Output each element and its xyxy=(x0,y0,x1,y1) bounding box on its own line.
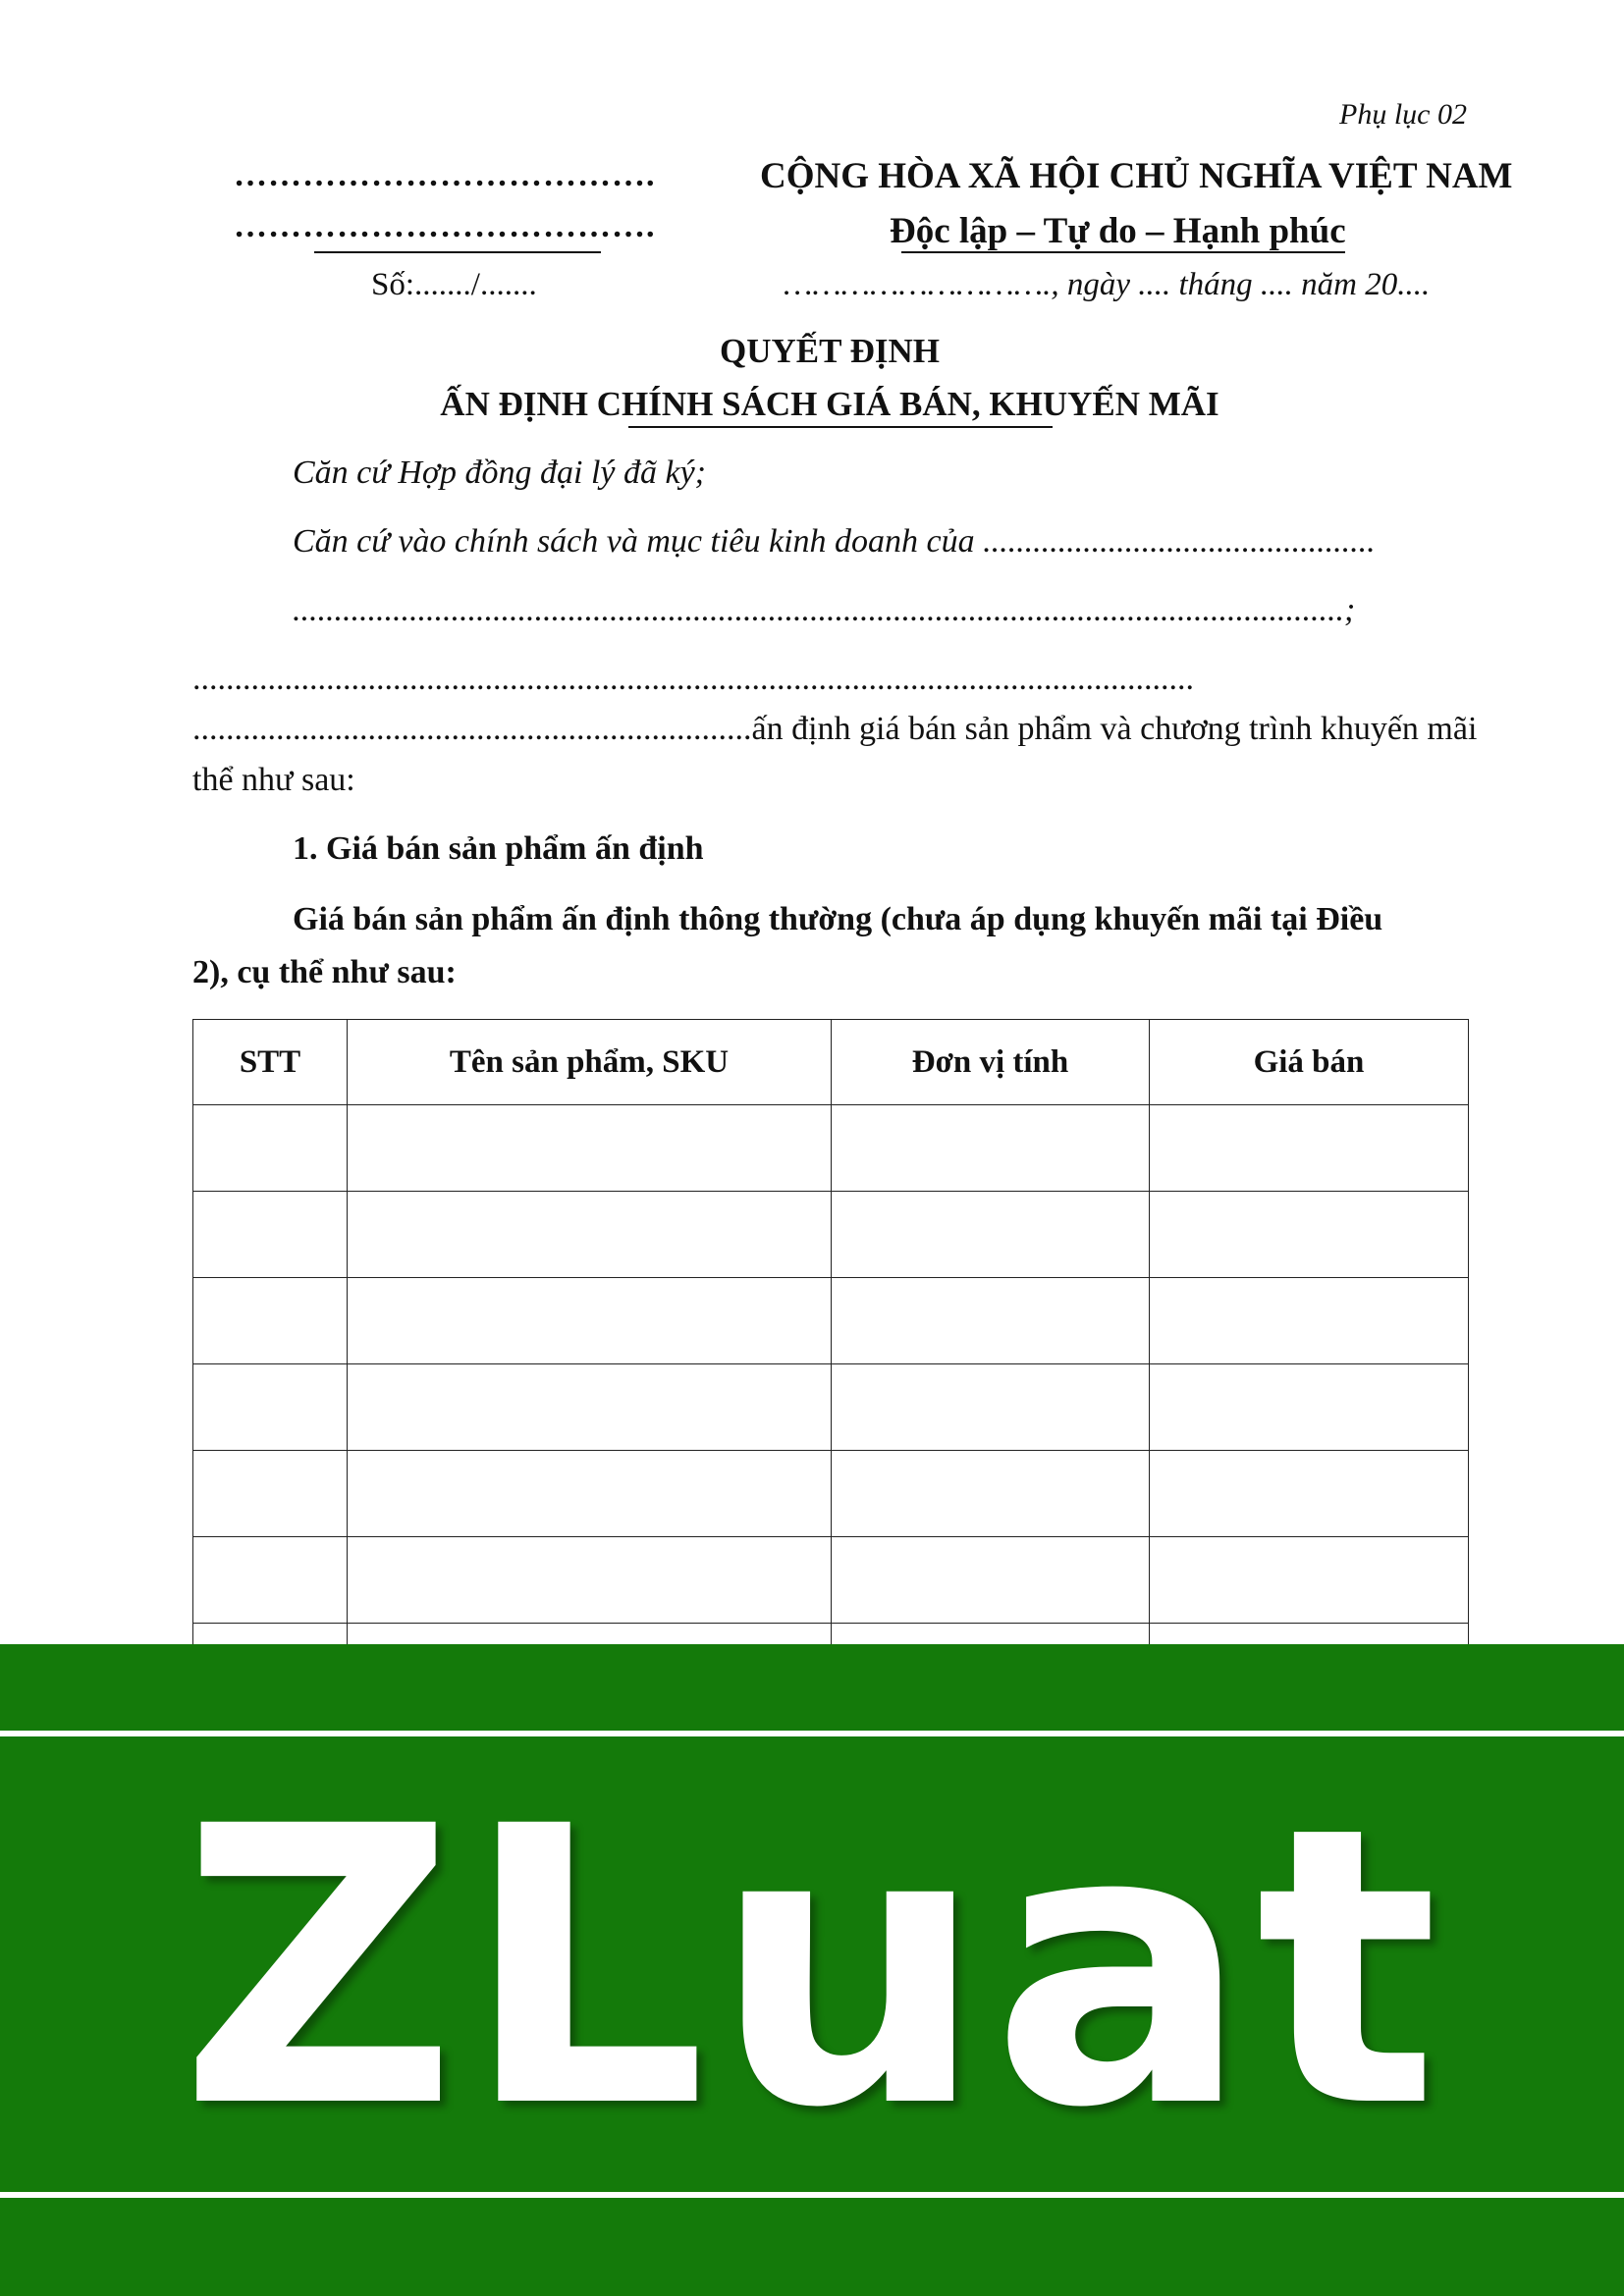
table-cell[interactable] xyxy=(832,1192,1150,1278)
zluat-logo: ZLuat xyxy=(179,1745,1445,2191)
nation-title: CỘNG HÒA XÃ HỘI CHỦ NGHĨA VIỆT NAM xyxy=(760,156,1513,196)
section-1-description: Giá bán sản phẩm ấn định thông thường (chưa áp dụng khuyến mãi tại Điều xyxy=(293,901,1383,937)
decision-dots: ................................................................... xyxy=(192,711,752,747)
table-row xyxy=(193,1105,1469,1192)
price-table xyxy=(192,1019,1469,1710)
title-underline xyxy=(628,426,1053,428)
decision-line xyxy=(192,711,1477,748)
table-cell[interactable] xyxy=(348,1364,832,1451)
column-header-price: Giá bán xyxy=(1150,1020,1469,1105)
table-row xyxy=(193,1537,1469,1624)
table-cell[interactable] xyxy=(1150,1278,1469,1364)
table-row xyxy=(193,1364,1469,1451)
date-line: ………………………., ngày .... tháng .... năm 20.... xyxy=(784,267,1431,302)
decision-continuation: thể như sau: xyxy=(192,762,355,798)
dotted-line: ........................................................................................................................ xyxy=(192,661,1194,697)
table-cell[interactable] xyxy=(832,1451,1150,1537)
table-cell[interactable] xyxy=(348,1537,832,1624)
table-cell[interactable] xyxy=(348,1278,832,1364)
table-cell[interactable] xyxy=(1150,1451,1469,1537)
appendix-label: Phụ lục 02 xyxy=(1339,98,1467,131)
org-underline xyxy=(314,251,601,253)
banner-top-stripe xyxy=(0,1731,1624,1736)
table-cell[interactable] xyxy=(1150,1537,1469,1624)
table-header-row xyxy=(193,1020,1469,1105)
table-cell[interactable] xyxy=(193,1278,348,1364)
decision-subtitle: ẤN ĐỊNH CHÍNH SÁCH GIÁ BÁN, KHUYẾN MÃI xyxy=(440,385,1219,423)
basis-policy-continuation: ..............................................................................................................................; xyxy=(293,592,1356,628)
table-cell[interactable] xyxy=(832,1537,1150,1624)
table-cell[interactable] xyxy=(1150,1364,1469,1451)
basis-policy: Căn cứ vào chính sách và mục tiêu kinh doanh của ............................................... xyxy=(293,523,1376,560)
column-header-stt: STT xyxy=(193,1020,348,1105)
motto-underline xyxy=(901,251,1345,253)
document-number: Số:......./....... xyxy=(371,267,537,302)
table-cell[interactable] xyxy=(193,1451,348,1537)
table-cell[interactable] xyxy=(348,1192,832,1278)
table-cell[interactable] xyxy=(832,1278,1150,1364)
table-cell[interactable] xyxy=(348,1105,832,1192)
section-1-description-continuation: 2), cụ thể như sau: xyxy=(192,954,457,990)
column-header-unit: Đơn vị tính xyxy=(832,1020,1150,1105)
table-cell[interactable] xyxy=(832,1364,1150,1451)
table-cell[interactable] xyxy=(832,1105,1150,1192)
table-cell[interactable] xyxy=(348,1451,832,1537)
decision-text: ấn định giá bán sản phẩm và chương trình khuyến mãi xyxy=(751,711,1478,747)
org-name-line-1: ………………………………. xyxy=(234,157,656,193)
section-1-heading: 1. Giá bán sản phẩm ấn định xyxy=(293,830,704,867)
table-cell[interactable] xyxy=(193,1364,348,1451)
banner-bottom-stripe xyxy=(0,2192,1624,2198)
table-cell[interactable] xyxy=(193,1105,348,1192)
basis-contract: Căn cứ Hợp đồng đại lý đã ký; xyxy=(293,454,706,491)
table-row xyxy=(193,1278,1469,1364)
table-row xyxy=(193,1451,1469,1537)
table-cell[interactable] xyxy=(1150,1192,1469,1278)
table-cell[interactable] xyxy=(1150,1105,1469,1192)
decision-title: QUYẾT ĐỊNH xyxy=(720,332,940,370)
org-name-line-2: ………………………………. xyxy=(234,208,656,244)
table-row xyxy=(193,1192,1469,1278)
column-header-product: Tên sản phẩm, SKU xyxy=(348,1020,832,1105)
table-cell[interactable] xyxy=(193,1192,348,1278)
table-cell[interactable] xyxy=(193,1537,348,1624)
motto: Độc lập – Tự do – Hạnh phúc xyxy=(890,211,1346,251)
